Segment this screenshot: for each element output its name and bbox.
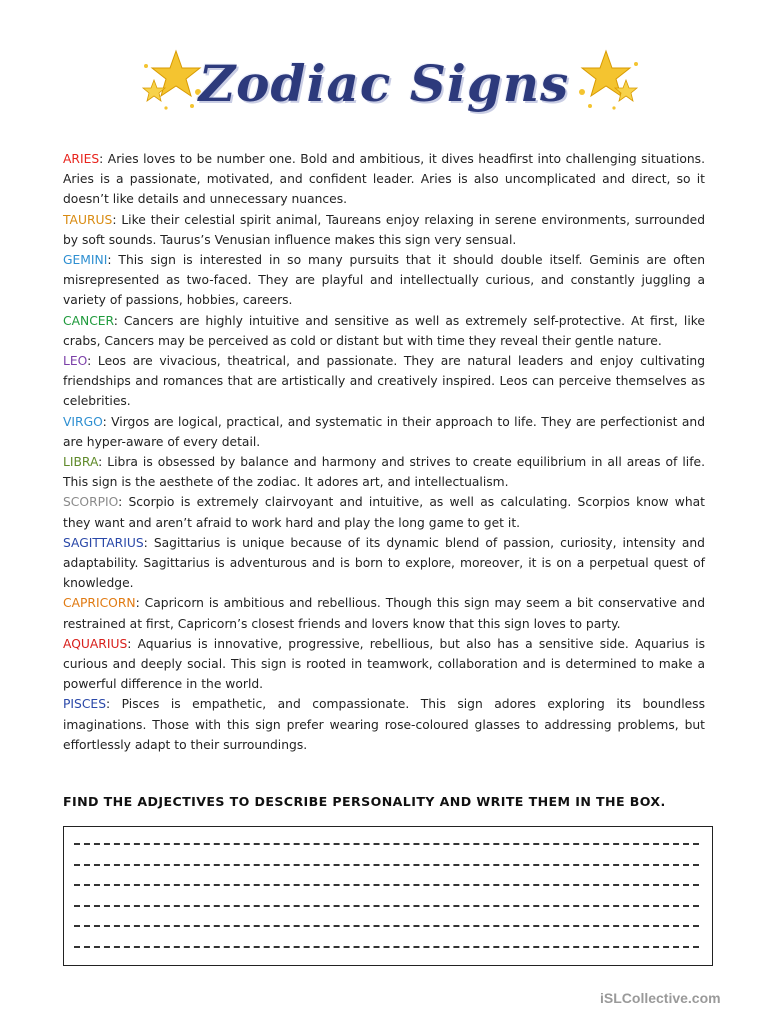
sign-name: ARIES [63,152,100,166]
instruction-text: FIND THE ADJECTIVES TO DESCRIBE PERSONALITY AND WRITE THEM IN THE BOX. [63,794,666,809]
sign-entry-leo [63,351,705,412]
sign-name: LIBRA [63,455,99,470]
answer-line[interactable] [74,884,699,886]
sign-entry-gemini [63,250,705,311]
sign-name: TAURUS [63,212,113,227]
sign-entry-aquarius [63,634,705,695]
sign-entry-taurus [63,210,705,250]
sign-description: : Scorpio is extremely clairvoyant and intuitive, as well as calculating. Scorpios know what they want and aren’t afraid to work hard and play the long game to get it. [63,495,705,530]
sign-entry-sagittarius [63,533,705,594]
title-banner [0,44,768,134]
sign-name: AQUARIUS [63,636,128,651]
sign-entry-pisces [63,694,705,755]
sign-entry-libra [63,452,705,492]
sign-description: : Leos are vivacious, theatrical, and passionate. They are natural leaders and enjoy cultivating friendships and romances that are artistically and creatively inspired. Leos can perceive themselves as celebrities. [63,354,705,409]
sign-name: PISCES [63,697,107,712]
sign-name: SAGITTARIUS [63,535,144,550]
sign-entry-virgo [63,412,705,452]
answer-line[interactable] [74,946,699,948]
sign-description: : Aries loves to be number one. Bold and ambitious, it dives headfirst into challenging situations. Aries is a passionate, motivated, and confident leader. Aries is also uncomplicated and direct, so it doesn’t like details and unnecessary nuances. [63,152,705,207]
sign-entry-aries [63,149,705,210]
sign-entry-capricorn [63,593,705,633]
sign-entry-scorpio [63,492,705,532]
sign-name: VIRGO [63,414,103,429]
watermark: iSLCollective.com [600,990,721,1006]
answer-line[interactable] [74,864,699,866]
page-title: Zodiac Signs [198,54,570,113]
sign-description: : Sagittarius is unique because of its dynamic blend of passion, curiosity, intensity and adaptability. Sagittarius is adventurous and is born to explore, moreover, it is on a perpetual quest of knowledge. [63,535,705,591]
sign-description: : Pisces is empathetic, and compassionate. This sign adores exploring its boundless imaginations. Those with this sign prefer wearing rose-coloured glasses to addressing problems, but effortlessly adapt to their surroundings. [63,697,705,752]
stars-icon [566,46,646,116]
answer-line[interactable] [74,925,699,927]
sign-description: : Capricorn is ambitious and rebellious. Though this sign may seem a bit conservative and restrained at first, Capricorn’s closest friends and lovers know that this sign loves to party. [63,596,705,631]
sign-name: LEO [63,354,88,369]
sign-description: : Like their celestial spirit animal, Taureans enjoy relaxing in serene environments, surrounded by soft sounds. Taurus’s Venusian influence makes this sign very sensual. [63,212,705,247]
sign-name: CAPRICORN [63,596,136,611]
answer-line[interactable] [74,843,699,845]
zodiac-descriptions [63,149,705,755]
sign-description: : Virgos are logical, practical, and systematic in their approach to life. They are perfectionist and are hyper-aware of every detail. [63,414,705,449]
sign-entry-cancer [63,311,705,351]
sign-name: GEMINI [63,253,108,268]
sign-description: : Aquarius is innovative, progressive, rebellious, but also has a sensitive side. Aquarius is curious and deeply social. This sign is rooted in teamwork, collaboration and is determined to make a powerful difference in the world. [63,636,705,692]
sign-description: : Cancers are highly intuitive and sensitive as well as extremely self-protective. At first, like crabs, Cancers may be perceived as cold or distant but with time they reveal their gentle nature. [63,313,705,348]
sign-description: : Libra is obsessed by balance and harmony and strives to create equilibrium in all areas of life. This sign is the aesthete of the zodiac. It adores art, and intellectualism. [63,455,705,490]
answer-box[interactable] [63,826,713,966]
sign-description: : This sign is interested in so many pursuits that it should double itself. Geminis are often misrepresented as two-faced. They are playful and intellectually curious, and constantly juggling a variety of passions, hobbies, careers. [63,253,705,308]
sign-name: SCORPIO [63,495,119,510]
sign-name: CANCER [63,313,114,328]
answer-line[interactable] [74,905,699,907]
